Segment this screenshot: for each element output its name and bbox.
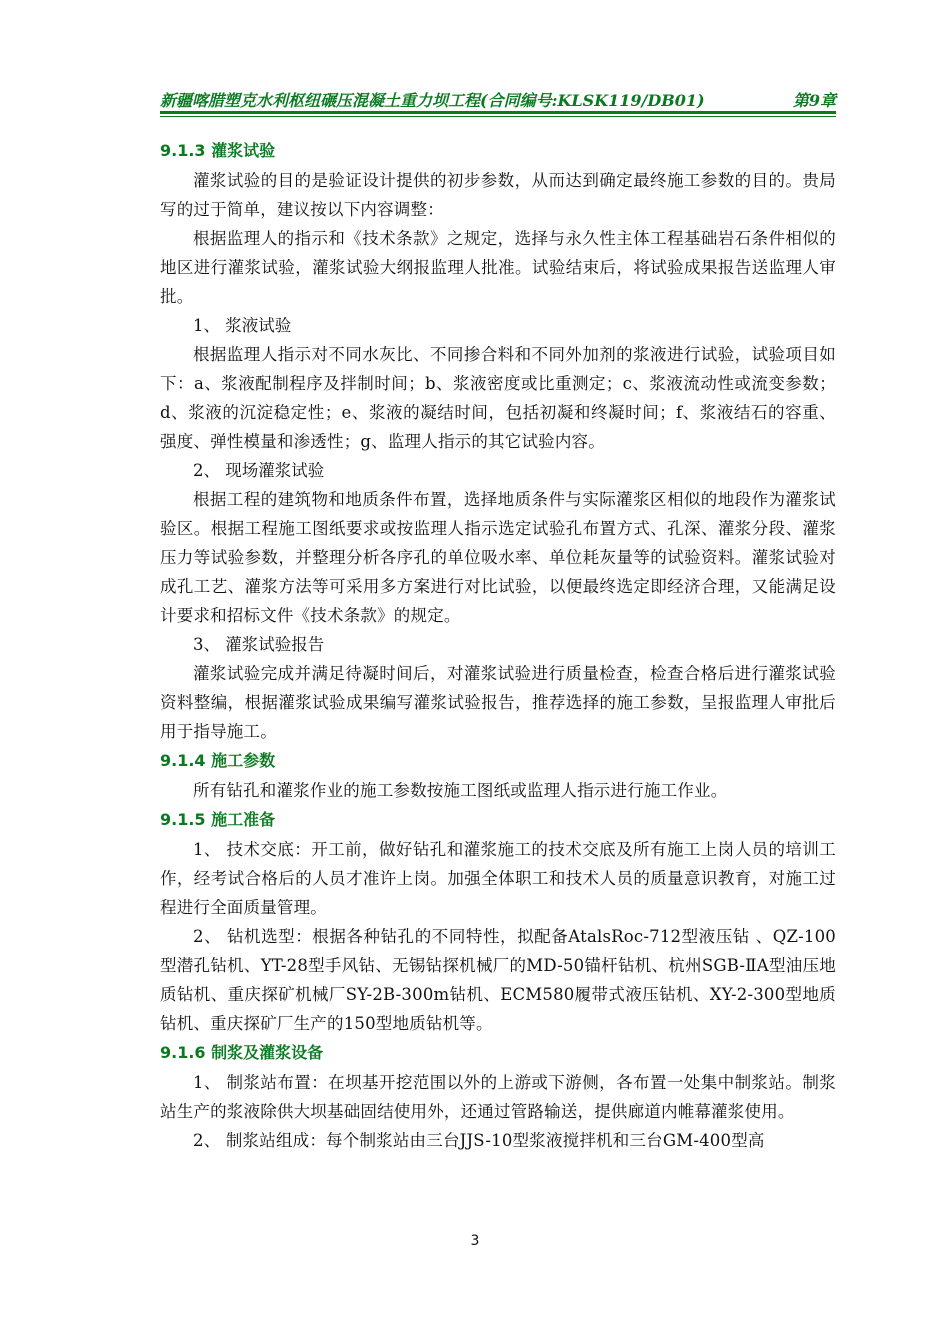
section-heading-9-1-3: 9.1.3 灌浆试验 [160,141,276,160]
paragraph: 2、 制浆站组成：每个制浆站由三台JJS-10型浆液搅拌机和三台GM-400型高 [193,1131,765,1150]
paragraph: 1、 制浆站布置：在坝基开挖范围以外的上游或下游侧，各布置一处集中制浆站。制浆站生产的浆液除供大坝基础固结使用外，还通过管路输送，提供廊道内帷幕灌浆使用。 [160,1073,836,1121]
paragraph: 灌浆试验完成并满足待凝时间后，对灌浆试验进行质量检查，检查合格后进行灌浆试验资料整编，根据灌浆试验成果编写灌浆试验报告，推荐选择的施工参数，呈报监理人审批后用于指导施工。 [160,664,836,741]
header-rule-thin [160,116,836,117]
paragraph: 灌浆试验的目的是验证设计提供的初步参数，从而达到确定最终施工参数的目的。贵局写的过于简单，建议按以下内容调整： [160,171,836,219]
page-number: 3 [470,1233,480,1249]
list-item-heading: 2、 现场灌浆试验 [193,461,325,480]
paragraph: 根据工程的建筑物和地质条件布置，选择地质条件与实际灌浆区相似的地段作为灌浆试验区。根据工程施工图纸要求或按监理人指示选定试验孔布置方式、孔深、灌浆分段、灌浆压力等试验参数，并整理分析各序孔的单位吸水率、单位耗灰量等的试验资料。灌浆试验对成孔工艺、灌浆方法等可采用多方案进行对比试验，以便最终选定即经济合理，又能满足设计要求和招标文件《技术条款》的规定。 [160,490,836,625]
list-item-heading: 3、 灌浆试验报告 [193,635,325,654]
running-header [160,86,836,112]
header-rule-thick [160,111,836,114]
paragraph: 根据监理人指示对不同水灰比、不同掺合料和不同外加剂的浆液进行试验，试验项目如下：a、浆液配制程序及拌制时间；b、浆液密度或比重测定；c、浆液流动性或流变参数；d、浆液的沉淀稳定性；e、浆液的凝结时间，包括初凝和终凝时间；f、浆液结石的容重、强度、弹性模量和渗透性；g、监理人指示的其它试验内容。 [160,345,836,451]
list-item-heading: 1、 浆液试验 [193,316,292,335]
section-heading-9-1-6: 9.1.6 制浆及灌浆设备 [160,1043,324,1062]
header-chapter: 第9章 [792,91,836,110]
paragraph: 所有钻孔和灌浆作业的施工参数按施工图纸或监理人指示进行施工作业。 [193,781,728,800]
section-heading-9-1-5: 9.1.5 施工准备 [160,810,276,829]
section-heading-9-1-4: 9.1.4 施工参数 [160,751,276,770]
paragraph: 1、 技术交底：开工前，做好钻孔和灌浆施工的技术交底及所有施工上岗人员的培训工作，经考试合格后的人员才准许上岗。加强全体职工和技术人员的质量意识教育，对施工过程进行全面质量管理。 [160,840,836,917]
paragraph: 根据监理人的指示和《技术条款》之规定，选择与永久性主体工程基础岩石条件相似的地区进行灌浆试验，灌浆试验大纲报监理人批准。试验结束后，将试验成果报告送监理人审批。 [160,229,836,306]
page-body [160,136,836,1155]
header-title: 新疆喀腊塑克水利枢纽碾压混凝土重力坝工程(合同编号:KLSK119/DB01) [160,91,705,110]
paragraph: 2、 钻机选型：根据各种钻孔的不同特性，拟配备AtalsRoc-712型液压钻 、QZ-100型潜孔钻机、YT-28型手风钻、无锡钻探机械厂的MD-50锚杆钻机、杭州SGB-ⅡA型油压地质钻机、重庆探矿机械厂SY-2B-300m钻机、ECM580履带式液压钻机、XY-2-300型地质钻机、重庆探矿厂生产的150型地质钻机等。 [160,927,836,1033]
